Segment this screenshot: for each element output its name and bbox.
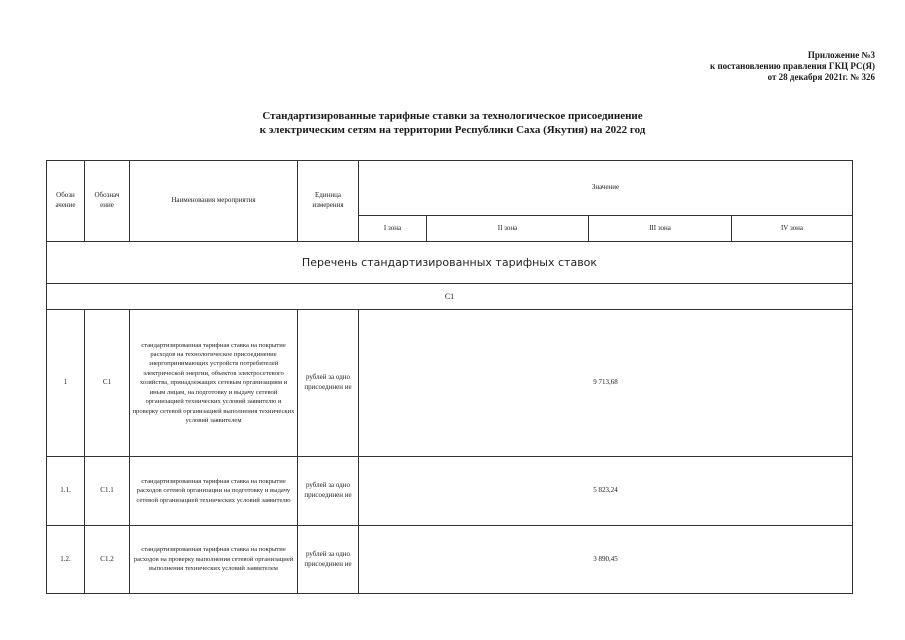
row-description: стандартизированная тарифная ставка на покрытие расходов сетевой организации на подготовку и выдачу сетевой организацией технических условий заявителю [130, 457, 298, 526]
table-row [47, 310, 853, 457]
header-unit: Единица измерения [298, 161, 359, 242]
section-title: Перечень стандартизированных тарифных ставок [47, 242, 853, 284]
row-description: стандартизированная тарифная ставка на покрытие расходов на проверку выполнения сетевой организацией выполнения технических условий заявителем [130, 526, 298, 594]
title-line-1: Стандартизированные тарифные ставки за технологическое присоединение [262, 110, 643, 122]
header-zone-4: IV зона [732, 216, 853, 242]
row-code: С1.2 [85, 526, 130, 594]
row-unit: рублей за одно присоединен ие [298, 310, 359, 457]
document-title [0, 109, 905, 137]
row-number: 1.2. [47, 526, 85, 594]
row-value: 9 713,68 [359, 310, 853, 457]
header-zone-3: III зона [589, 216, 732, 242]
header-code: Обознач ение [85, 161, 130, 242]
header-values: Значение [359, 161, 853, 216]
header-zone-2: II зона [427, 216, 589, 242]
row-number: 1.1. [47, 457, 85, 526]
row-code: С1.1 [85, 457, 130, 526]
row-code: С1 [85, 310, 130, 457]
tariff-table [46, 160, 853, 594]
table-row [47, 526, 853, 594]
row-value: 3 890,45 [359, 526, 853, 594]
subsection-title: С1 [47, 284, 853, 310]
title-line-2: к электрическим сетям на территории Республики Саха (Якутия) на 2022 год [259, 124, 646, 136]
header-measure-name: Наименования мероприятия [130, 161, 298, 242]
header-designation: Обозн ачение [47, 161, 85, 242]
appendix-line-2: к постановлению правления ГКЦ РС(Я) [710, 61, 875, 71]
header-row-1 [47, 161, 853, 216]
appendix-line-1: Приложение №3 [807, 50, 875, 60]
row-description: стандартизированная тарифная ставка на покрытие расходов на технологическое присоединение энергопринимающих устройств потребителей электрической энергии, объектов электросетевого хозяйства, принадлежащих сетевым организациям и иным лицам, на подготовку и выдачу сетевой организацией технических условий заявителю и проверку сетевой организацией выполнения технических условий заявителем [130, 310, 298, 457]
section-row [47, 242, 853, 284]
appendix-line-3: от 28 декабря 2021г. № 326 [767, 72, 875, 82]
table-row [47, 457, 853, 526]
header-zone-1: I зона [359, 216, 427, 242]
row-value: 5 823,24 [359, 457, 853, 526]
row-number: 1 [47, 310, 85, 457]
subsection-row [47, 284, 853, 310]
row-unit: рублей за одно присоединен ие [298, 526, 359, 594]
row-unit: рублей за одно присоединен ие [298, 457, 359, 526]
appendix-header [710, 50, 875, 83]
